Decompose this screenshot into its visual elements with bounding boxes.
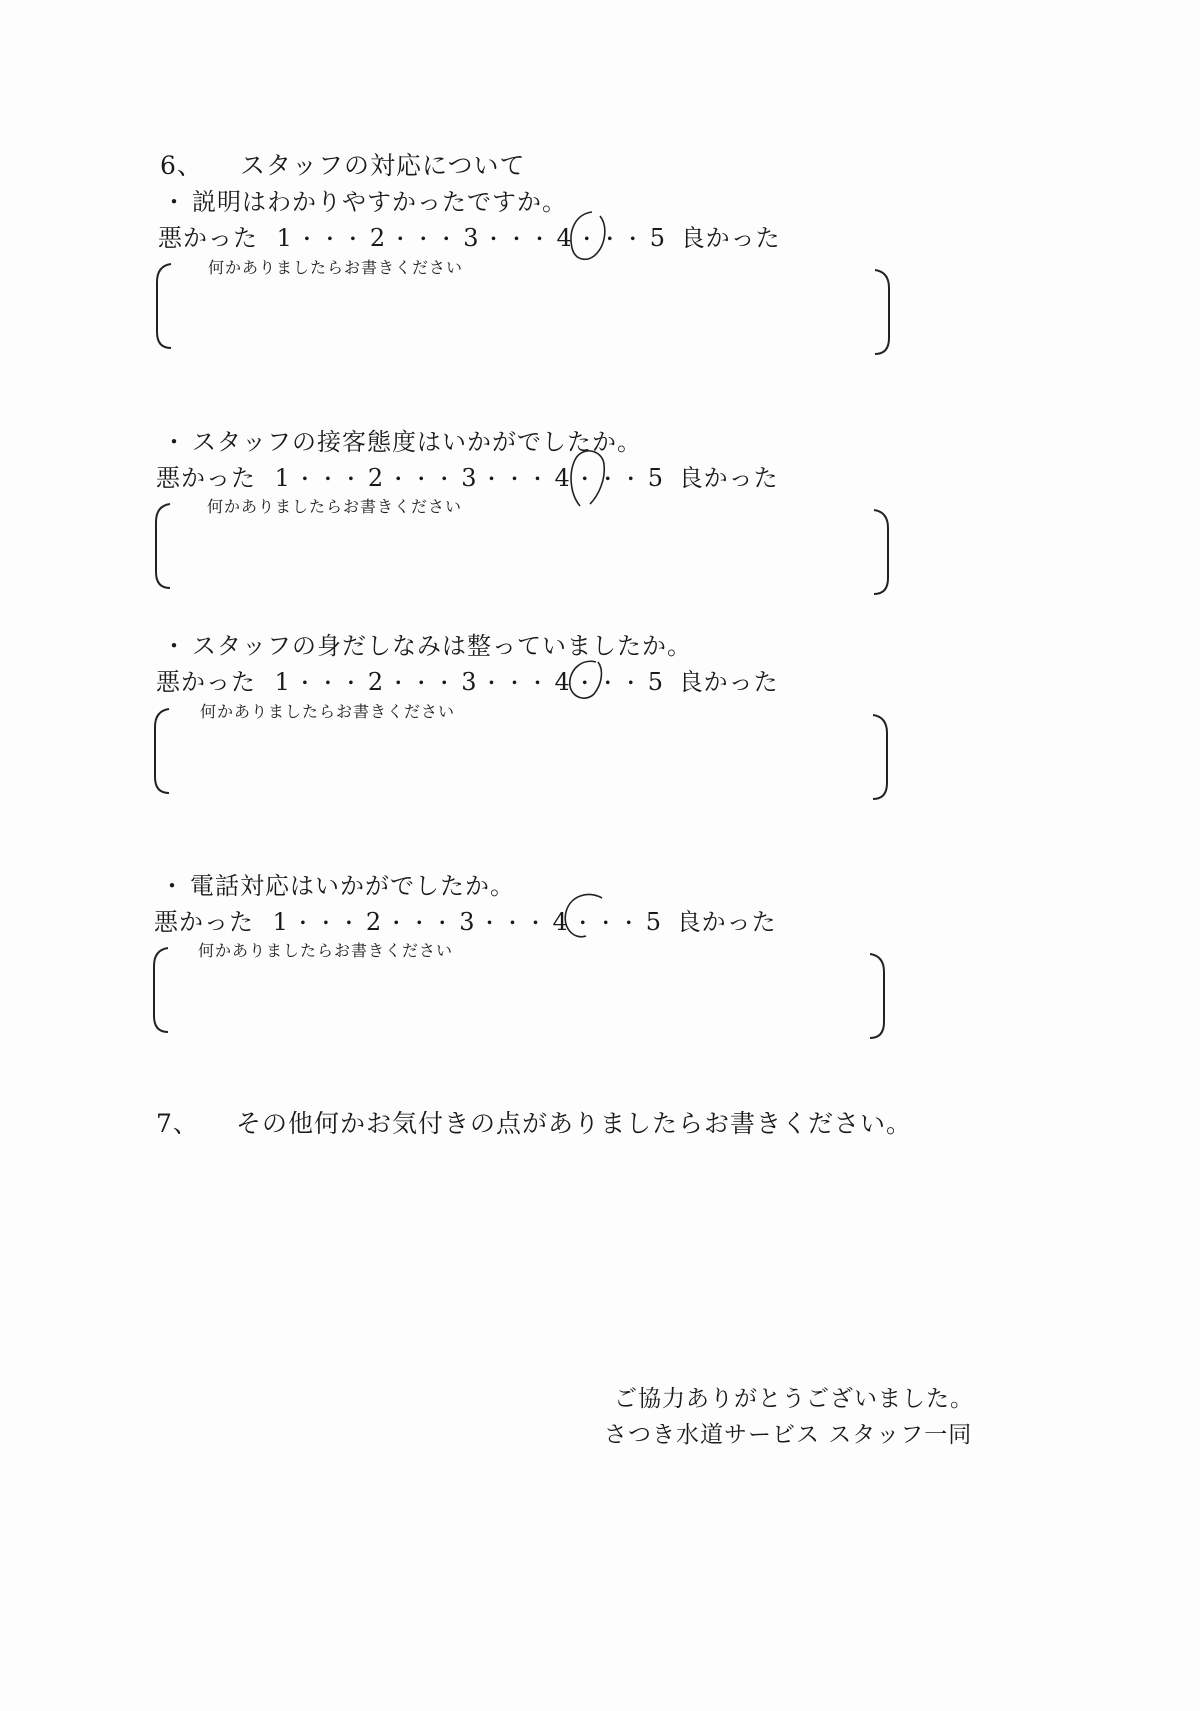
bullet: ・	[160, 872, 185, 900]
scale-point-4[interactable]: 4	[552, 908, 569, 936]
comment-box-left-bracket	[155, 262, 173, 350]
scale-point-2[interactable]: 2	[365, 908, 383, 936]
scale-point-3[interactable]: 3	[459, 908, 476, 936]
question-4-text: 電話対応はいかがでしたか。	[190, 872, 515, 900]
comment-box-left-bracket	[152, 946, 170, 1034]
closing-signature: さつき水道サービス スタッフ一同	[604, 1422, 973, 1448]
section-7-heading	[156, 1104, 912, 1140]
comment-box-2[interactable]	[175, 510, 870, 590]
scale-low-label: 悪かった	[158, 224, 258, 252]
scale-point-5[interactable]: 5	[649, 224, 667, 252]
scale-dots: ・・・	[294, 671, 364, 695]
scale-dots: ・・・	[390, 227, 460, 251]
question-3	[162, 626, 692, 661]
scale-point-1[interactable]: 1	[274, 668, 291, 696]
scale-dots: ・・・	[296, 227, 366, 251]
rating-scale-4[interactable]	[154, 902, 777, 937]
section-6-number: 6、	[160, 151, 203, 180]
question-3-text: スタッフの身だしなみは整っていましたか。	[192, 632, 692, 660]
section-6-heading	[160, 146, 526, 182]
comment-box-right-bracket	[873, 268, 891, 356]
rating-scale-2[interactable]	[156, 458, 779, 493]
scale-high-label: 良かった	[678, 668, 779, 696]
question-1-text: 説明はわかりやすかったですか。	[192, 188, 567, 216]
bullet: ・	[162, 428, 187, 456]
question-2-text: スタッフの接客態度はいかがでしたか。	[192, 428, 642, 456]
scale-dots: ・・・	[386, 911, 456, 935]
scale-point-2[interactable]: 2	[369, 224, 387, 252]
comment-box-left-bracket	[153, 707, 171, 795]
section-7-number: 7、	[156, 1109, 199, 1138]
comment-box-right-bracket	[868, 952, 886, 1040]
section-6-title: スタッフの対応について	[240, 151, 526, 180]
section-7-title: その他何かお気付きの点がありましたらお書きください。	[236, 1109, 913, 1138]
comment-box-3[interactable]	[175, 715, 870, 795]
scale-point-3[interactable]: 3	[461, 668, 478, 696]
closing-thanks: ご協力ありがとうございました。	[614, 1386, 974, 1412]
hand-drawn-circle	[562, 208, 614, 264]
scale-point-5[interactable]: 5	[645, 908, 663, 936]
scale-high-label: 良かった	[680, 224, 781, 252]
comment-box-right-bracket	[871, 713, 889, 801]
scale-dots: ・・・	[294, 467, 364, 491]
scale-point-4[interactable]: 4	[554, 668, 571, 696]
question-4	[160, 866, 515, 901]
rating-scale-1[interactable]	[158, 218, 781, 253]
scale-point-5[interactable]: 5	[647, 668, 665, 696]
scale-point-1[interactable]: 1	[272, 908, 289, 936]
scale-point-2[interactable]: 2	[367, 668, 385, 696]
comment-box-right-bracket	[872, 508, 890, 596]
comment-hint-2: 何かありましたらお書きください	[207, 497, 463, 516]
scale-point-4[interactable]: 4	[556, 224, 573, 252]
bullet: ・	[162, 632, 187, 660]
question-1	[162, 182, 567, 217]
hand-drawn-circle	[562, 446, 612, 510]
scale-dots: ・・・	[388, 467, 458, 491]
comment-box-left-bracket	[154, 502, 172, 590]
hand-drawn-circle	[562, 656, 612, 704]
scale-dots: ・・・	[572, 911, 642, 935]
scale-point-1[interactable]: 1	[274, 464, 291, 492]
scale-high-label: 良かった	[676, 908, 777, 936]
scale-point-4[interactable]: 4	[554, 464, 571, 492]
scale-dots: ・・・	[388, 671, 458, 695]
scale-dots: ・・・	[481, 671, 551, 695]
comment-hint-3: 何かありましたらお書きください	[200, 702, 456, 721]
scale-low-label: 悪かった	[154, 908, 254, 936]
scale-dots: ・・・	[483, 227, 553, 251]
scale-dots: ・・・	[479, 911, 549, 935]
scale-dots: ・・・	[576, 227, 646, 251]
scale-dots: ・・・	[574, 467, 644, 491]
comment-box-4[interactable]	[175, 954, 870, 1034]
scale-low-label: 悪かった	[156, 464, 256, 492]
scale-dots: ・・・	[574, 671, 644, 695]
scale-high-label: 良かった	[678, 464, 779, 492]
scale-point-1[interactable]: 1	[276, 224, 293, 252]
hand-drawn-circle	[558, 890, 612, 942]
rating-scale-3[interactable]	[156, 662, 779, 697]
scale-dots: ・・・	[481, 467, 551, 491]
comment-hint-4: 何かありましたらお書きください	[198, 941, 454, 960]
scale-point-3[interactable]: 3	[461, 464, 478, 492]
comment-hint-1: 何かありましたらお書きください	[208, 258, 464, 277]
scale-low-label: 悪かった	[156, 668, 256, 696]
scale-dots: ・・・	[292, 911, 362, 935]
scale-point-3[interactable]: 3	[463, 224, 480, 252]
scale-point-5[interactable]: 5	[647, 464, 665, 492]
bullet: ・	[162, 188, 187, 216]
scale-point-2[interactable]: 2	[367, 464, 385, 492]
comment-box-1[interactable]	[175, 270, 870, 350]
